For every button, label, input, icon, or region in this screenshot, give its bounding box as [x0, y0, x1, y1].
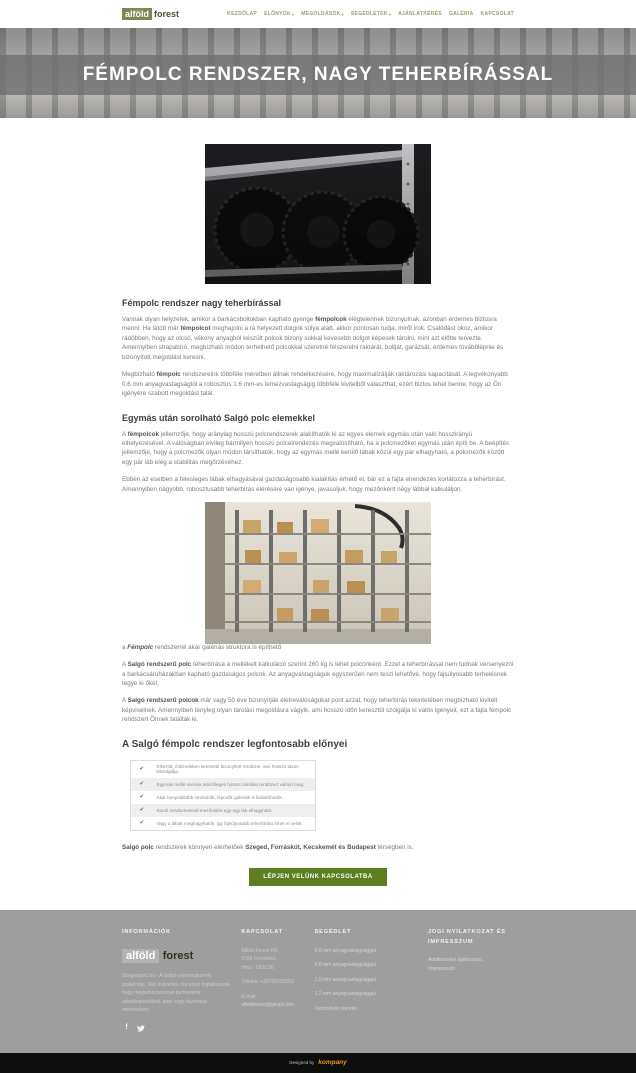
check-icon: ✔: [139, 807, 145, 814]
legal-link-adatkezeles[interactable]: Adatkezelési tájékoztató,: [427, 957, 484, 964]
nav-item-elonyok[interactable]: ELŐNYÖK ▾: [264, 11, 295, 17]
advantage-text: Kiforrott, évtizedeken keresztül bizonyított rendszer, ami hosszú távon kiszolgálja.: [156, 764, 299, 775]
article: [122, 118, 514, 910]
nav-item-kezdolap[interactable]: KEZDŐLAP: [227, 11, 258, 17]
designer-logo[interactable]: kompany: [318, 1059, 347, 1067]
designer-bar: [0, 1053, 636, 1073]
paragraph-4: Ebben az esetben a felesleges lábak elhagyásával gazdaságosabb kialakítás érhető el, bár ez a fajta elrendezés korlátozza a teherbírást. Amennyiben nagyobb, robosztusabb teherbírás elérésére van igénye, javasoljuk, hogy mezőnként négy lábbal kalkuláljon.: [122, 476, 506, 493]
footer-info-text: Szegedpolc.hu - A Salgó polcrendszerek szakértője. Már évtizedek óta azzal foglalkozunk, hogy megsokszorozzuk partnereink raktárkapacitását, ipari vagy háztartási méretekben.: [122, 973, 231, 1014]
table-row: [131, 804, 316, 817]
footer: [0, 910, 636, 1073]
nav-item-galeria[interactable]: GALÉRIA: [448, 11, 474, 17]
advantage-text: Vagy a lábak meghagyhatók, így fajsúlyosabb teherbírást érhet el velük.: [156, 820, 303, 826]
nav-item-ajanlatkeres[interactable]: AJÁNLATKÉRÉS: [398, 11, 442, 17]
main-nav: [227, 11, 514, 17]
paragraph-3: A fémpolcok jellemzője, hogy aránylag hosszú polcrendszerek alakíthatók ki az egyes elemek egymás után való hosszirányú elhelyezésével. A valóságban elvileg bármilyen hosszú polcelrendezés megvalósítható, ha a polcmezőket egymás után építi be. A beépítés jellemzője, hogy a polcmezők olyan módon társíthatók, hogy az egymás mellé kerülő lábak közül egy pár elhagyható, a polcmezők között egy pár láb elég a stabilitás megőrzéséhez.: [122, 430, 510, 466]
check-icon: ✔: [139, 766, 145, 773]
help-link-12mm[interactable]: 1.2 mm anyagvastagsággal: [314, 991, 376, 998]
facebook-icon[interactable]: f: [125, 1024, 128, 1032]
twitter-icon[interactable]: [136, 1024, 145, 1033]
footer-contact-title: KAPCSOLAT: [241, 929, 283, 936]
address-line-1: 6794 Forráskút,: [241, 956, 277, 963]
company-name: Alföld-Forest Kft.: [241, 947, 279, 954]
paragraph-1: Vannak olyan helyzetek, amikor a barkácsboltokban kapható gyenge fémpolcok elégtelennek bizonyulnak, azonban érdemes biztosra menni. Ha látott már fémpolcot meghajolni a rá helyezett dolgok súlya alatt, akkor pontosan tudja, miről írok. Csalódást okoz, amikor rádöbben, hogy az olcsó, vékony anyagból készült polcok bizony sokkal kevesebb dolgot képesek tárolni, mint azt előtte tervezte. Amennyiben strapabíró, megbízható módon terhelhető polcokkal szeretné felszerelni raktárát, boltját, garázsát, érdemes továbblépnie és bizonyított megoldást keresni.: [122, 316, 504, 361]
help-link-08mm[interactable]: 0.8 mm anyagvastagsággal: [314, 962, 376, 969]
section-heading-sorolhato: Egymás után sorolható Salgó polc elemekkel: [122, 412, 316, 423]
page-title: FÉMPOLC RENDSZER, NAGY TEHERBÍRÁSSAL: [82, 64, 554, 85]
footer-help-column: [315, 928, 421, 1033]
table-row: [131, 760, 316, 778]
email-link[interactable]: alfoldforest@gmail.com: [241, 1002, 294, 1009]
footer-help-title: SEGÉDLET: [314, 929, 352, 936]
chevron-down-icon: ▾: [388, 11, 392, 17]
brand-logo[interactable]: [122, 8, 179, 20]
location-paragraph: Salgó polc rendszerek könnyen elérhetőek Szeged, Forráskút, Kecskemét és Budapest térségben is.: [122, 843, 414, 851]
help-link-06mm[interactable]: 0.6 mm anyagvastagsággal: [314, 947, 376, 954]
footer-contact-column: [241, 928, 307, 1033]
tires-on-shelf-photo: [205, 144, 431, 284]
brand-logo-forest: forest: [154, 9, 180, 19]
paragraph-6: A Salgó rendszerű polcok már vagy 50 éve bizonyítják életrevalóságukat pont azzal, hogy teherbírás tekintetében megbízható kivitelt képviselnek. Amennyiben tényleg olyan tárolási megoldásra vágyik, ami hosszú időn keresztül szolgálja ki valós igényeit, ezt a fajta fémpolc rendszert Önnek találták ki.: [122, 697, 512, 724]
phone-number: Telefon: +36706250269: [241, 979, 294, 986]
top-bar: [0, 0, 636, 28]
check-icon: ✔: [139, 794, 145, 801]
contact-cta-button[interactable]: LÉPJEN VELÜNK KAPCSOLATBA: [249, 868, 386, 886]
hero-title-band: [0, 55, 636, 95]
check-icon: ✔: [139, 820, 145, 827]
paragraph-5: A Salgó rendszerű polc teherbírása a mellékelt kalkuláció szerint 260 kg is lehet polconként. Ezzel a teherbírással nem tudnak versenyezni a barkácsáruházakban kapható gazdaságos polcok. Az anyagvastagságuk egyszerűen nem teszi lehetővé, hogy fajsúlyosabb terhelésnek tegye ki őket.: [122, 661, 514, 687]
table-row: [131, 778, 316, 791]
nav-item-megoldasok[interactable]: MEGOLDÁSOK ▾: [301, 11, 344, 17]
advantage-text: Egymás mellé sorolva tetszőleges hosszú tárolási rendszert valósít meg.: [156, 781, 305, 787]
warehouse-shelving-photo: [205, 502, 431, 644]
nav-item-kapcsolat[interactable]: KAPCSOLAT: [480, 11, 514, 17]
chevron-down-icon: ▾: [291, 11, 295, 17]
footer-info-column: [122, 928, 234, 1033]
legal-link-impresszum[interactable]: Impresszum: [427, 965, 456, 972]
email-label: E-mail:: [241, 993, 257, 1000]
hero-banner: [0, 28, 636, 118]
designed-by-label: Designed by: [289, 1060, 315, 1066]
paragraph-2: Megbízható fémpolc rendszereink többféle méretben állnak rendelkezésére, hogy maximalizálják raktározási kapacitását. A legvékonyabb 0.6 mm anyagvastagságtól a robosztus 1.6 mm-es lemezvastagságig többféle kivitelből választhat, ezért biztos lehet benne, hogy az Ön igényére szabott megoldást talál.: [122, 371, 508, 398]
advantages-heading: A Salgó fémpolc rendszer legfontosabb előnyei: [122, 738, 348, 750]
footer-brand-logo[interactable]: alföld forest: [122, 947, 234, 966]
photo-caption: a Fémpolc rendszerrel akár galériás struktúra is építhető: [122, 644, 282, 652]
address-line-2: Hrsz.: 053/130: [241, 964, 274, 971]
social-links: [122, 1024, 234, 1033]
footer-legal-column: [428, 928, 514, 1033]
help-link-tartozekok[interactable]: Tartozékok méretei.: [314, 1005, 359, 1012]
table-row: [131, 817, 316, 831]
footer-info-title: INFORMÁCIÓK: [122, 929, 171, 936]
advantage-text: Akár bonyolultabb struktúrák, lépcsők galériák is kialakíthatók.: [156, 794, 283, 800]
check-icon: ✔: [139, 781, 145, 788]
advantages-table: [130, 760, 316, 831]
nav-item-segedletek[interactable]: SEGÉDLETEK ▾: [350, 11, 392, 17]
help-link-10mm[interactable]: 1.0 mm anyagvastagsággal: [314, 976, 376, 983]
brand-logo-alfold: alföld: [122, 8, 152, 20]
chevron-down-icon: ▾: [341, 11, 344, 17]
footer-legal-title: JOGI NYILATKOZAT ÉS IMPRESSZUM: [427, 929, 506, 945]
section-heading-teherbiras: Fémpolc rendszer nagy teherbírással: [122, 298, 282, 308]
advantage-text: Sorolt rendszereknél mezőnként egy-egy láb elhagyható.: [156, 807, 273, 813]
table-row: [131, 791, 316, 804]
